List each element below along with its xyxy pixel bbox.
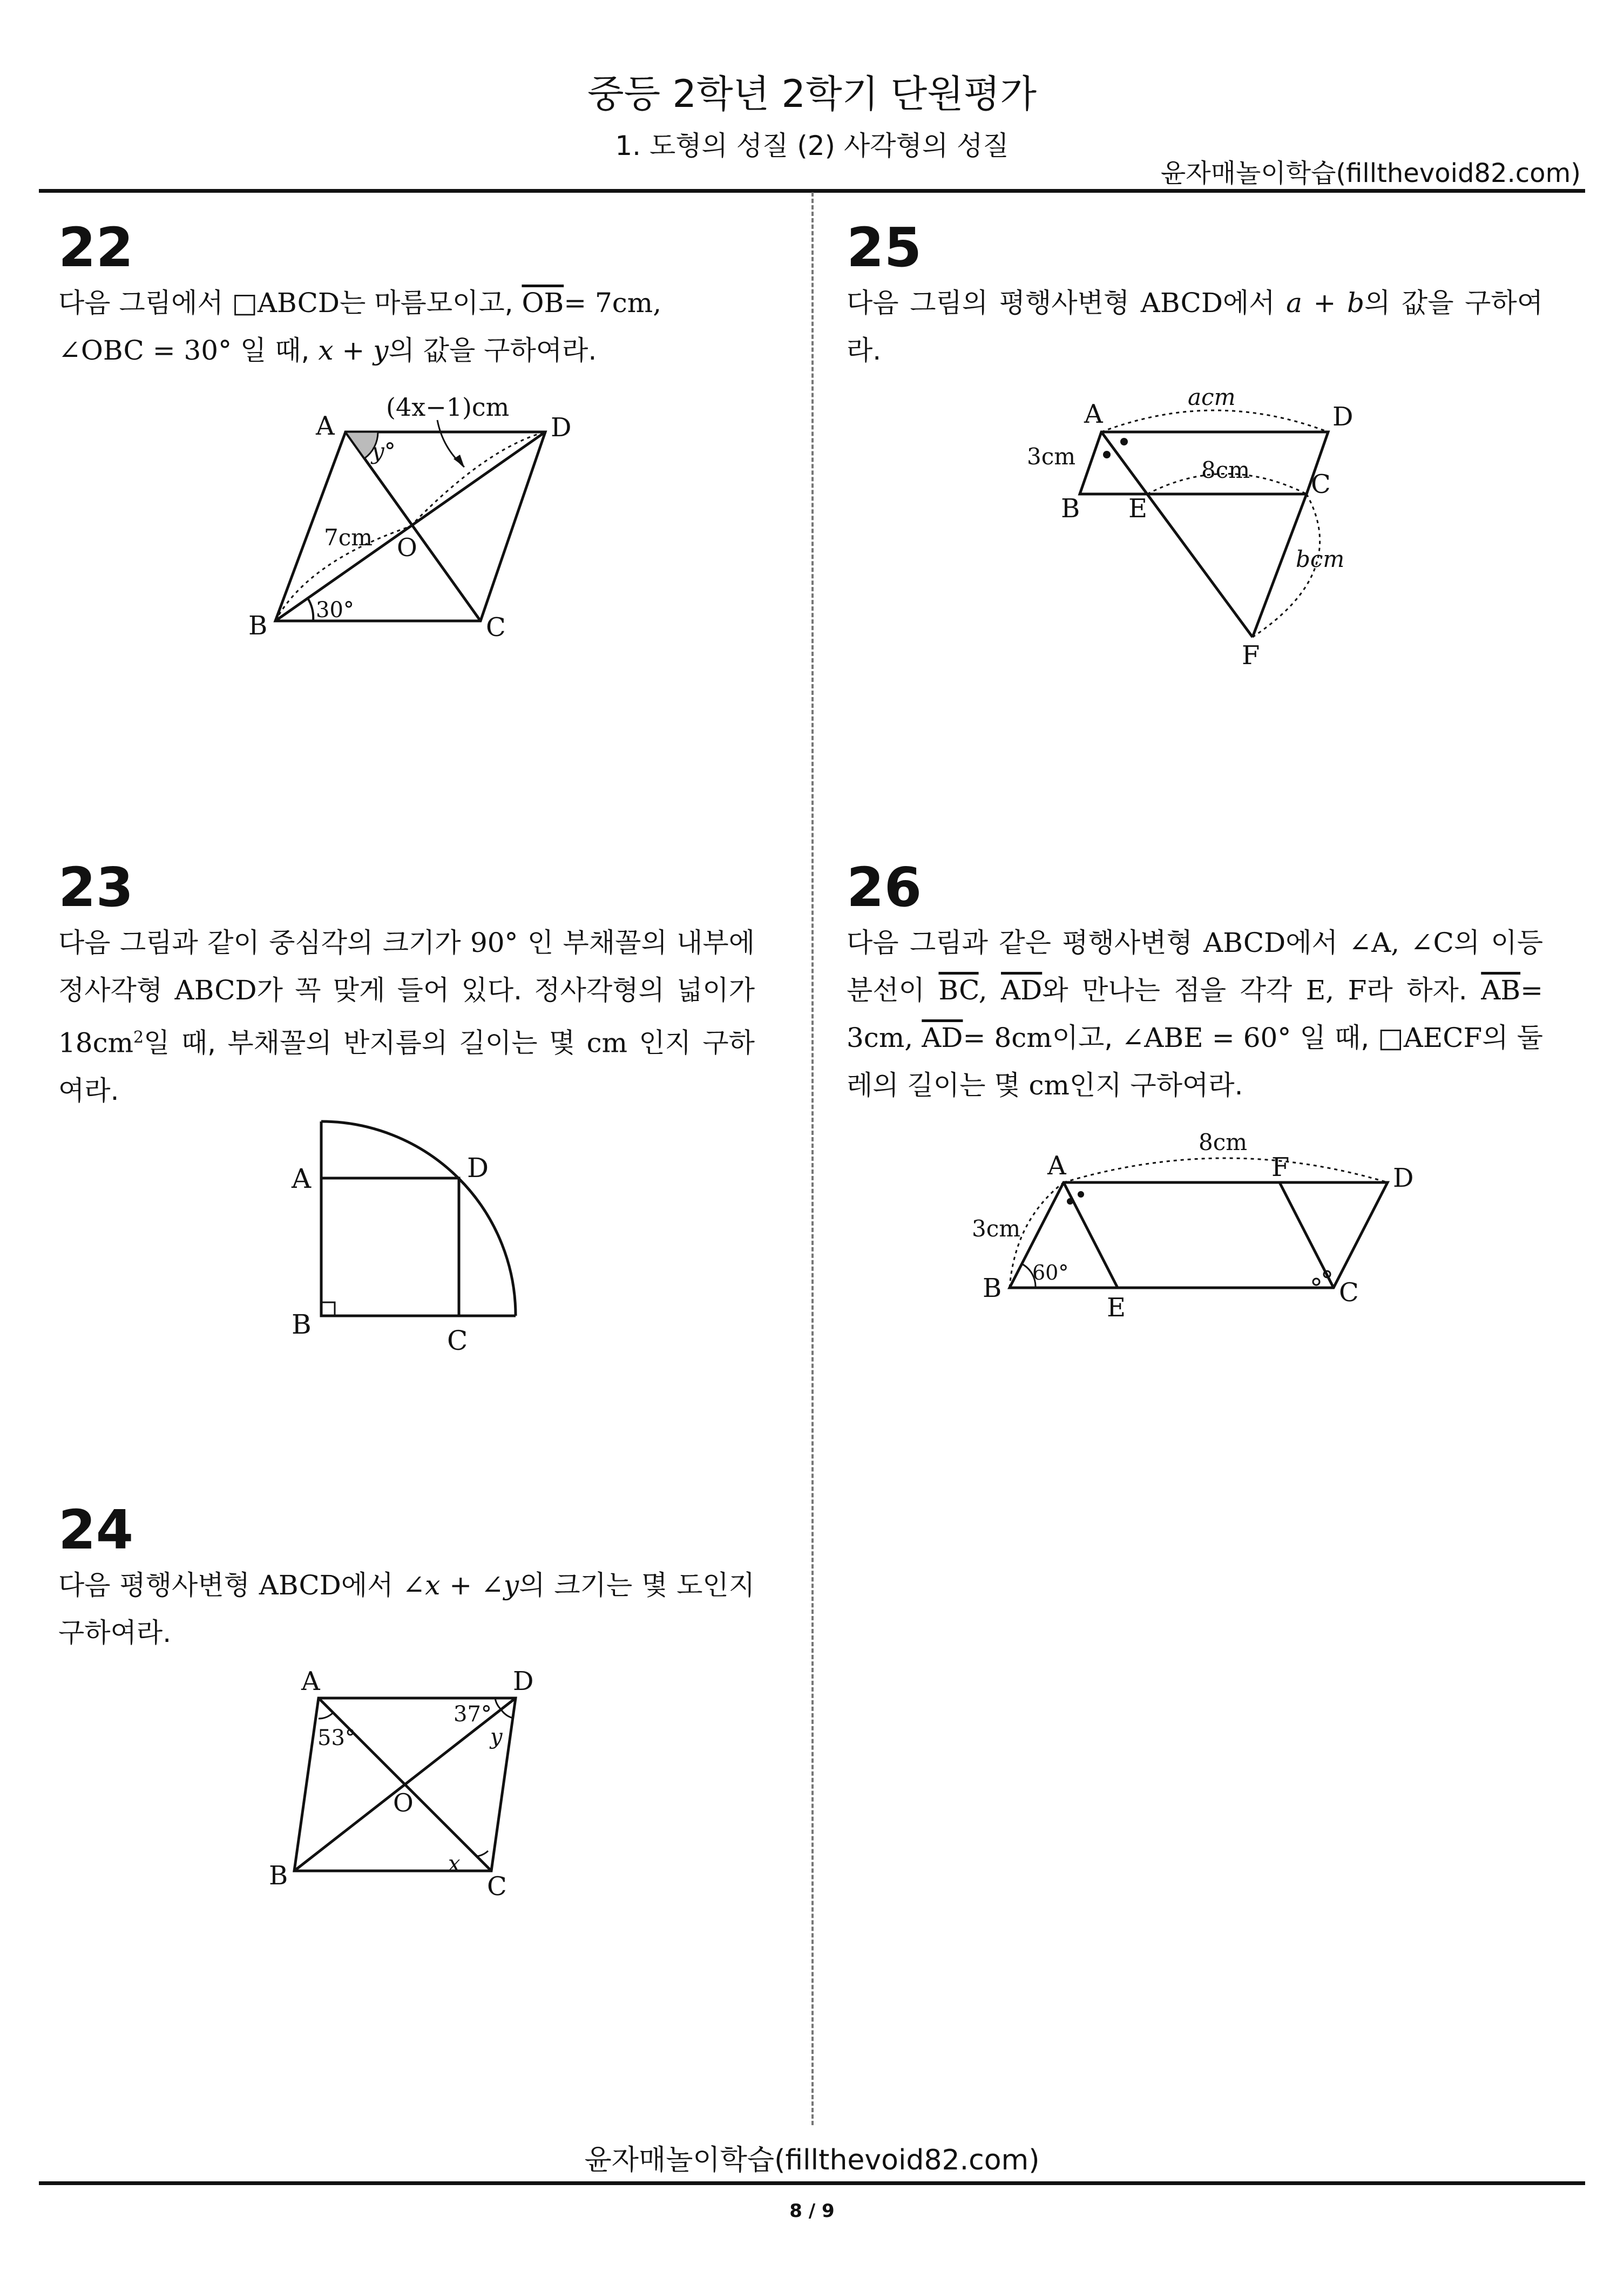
ad-dotted-arc [1064, 1158, 1388, 1182]
question-text: 다음 평행사변형 ABCD에서 ∠x + ∠y의 크기는 몇 도인지 구하여라. [58, 1570, 755, 1648]
label-e: E [1107, 1293, 1126, 1323]
label-y: y° [371, 438, 396, 464]
column-divider [811, 192, 814, 2125]
label-8cm: 8cm [1199, 1129, 1248, 1155]
question-23 [58, 856, 755, 1114]
label-c: C [487, 1871, 507, 1902]
label-o: O [397, 533, 417, 562]
label-3cm: 3cm [1027, 443, 1076, 470]
question-text: 다음 그림의 평행사변형 ABCD에서 a + b의 값을 구하여라. [847, 287, 1544, 366]
label-a: A [1047, 1151, 1066, 1181]
label-60: 60° [1032, 1261, 1069, 1284]
angle-x-mark [477, 1851, 488, 1856]
question-26 [847, 856, 1543, 1109]
label-30: 30° [316, 598, 354, 623]
question-number: 25 [847, 216, 922, 279]
angle-30-mark [308, 598, 313, 621]
parallelogram-figure-25 [1020, 378, 1398, 680]
header-brand: 윤자매놀이학습(fillthevoid82.com) [1160, 158, 1581, 188]
angle-mark-dot-2 [1120, 438, 1128, 445]
angle-mark-dot-1 [1103, 451, 1111, 458]
sector-square-figure [270, 1112, 561, 1366]
label-side: (4x−1)cm [386, 393, 510, 422]
angle-y-mark [501, 1709, 513, 1718]
label-37: 37° [454, 1702, 492, 1727]
label-a: A [301, 1666, 320, 1696]
label-d: D [551, 413, 572, 443]
label-8cm: 8cm [1201, 457, 1250, 483]
question-text: 다음 그림과 같은 평행사변형 ABCD에서 ∠A, ∠C의 이등분선이 $\overline{BC}$, $\overline{AD}$와 만나는 점을 각각 E, F라 하자. $\overline{AB}= 3cm$, $\overline{AD}= 8cm$이고, ∠ABE = 60° 일 때, □AECF의 둘레의 길이는 몇 cm인지 구하여라. [847, 927, 1543, 1101]
label-c: C [486, 612, 506, 643]
sector-arc [321, 1121, 516, 1316]
label-a: A [1084, 399, 1103, 429]
label-f: F [1271, 1152, 1290, 1182]
label-b: B [269, 1861, 288, 1891]
question-number: 23 [58, 856, 134, 919]
label-bcm: bcm [1296, 546, 1345, 572]
page-title: 중등 2학년 2학기 단원평가 [587, 72, 1037, 116]
label-b: B [983, 1273, 1002, 1303]
parallelogram-figure-24 [265, 1658, 556, 1906]
angle-53-mark [319, 1713, 333, 1719]
label-53: 53° [317, 1726, 356, 1750]
label-e: E [1128, 493, 1148, 524]
bisector-ae [1064, 1182, 1118, 1288]
label-c: C [447, 1325, 468, 1356]
label-a: A [316, 411, 335, 441]
ad-dotted-arc [1101, 410, 1328, 432]
label-c: C [1339, 1277, 1359, 1308]
angle-37-mark [495, 1698, 501, 1709]
label-d: D [467, 1152, 489, 1184]
question-text: 다음 그림에서 □ABCD는 마름모이고, $\overline{OB}= 7cm$, ∠OBC = 30° 일 때, x + y의 값을 구하여라. [58, 287, 662, 366]
label-d: D [513, 1666, 534, 1696]
label-b: B [1061, 493, 1080, 524]
label-d: D [1393, 1163, 1414, 1193]
right-angle-mark [321, 1302, 335, 1316]
label-3cm: 3cm [972, 1215, 1021, 1242]
label-o: O [393, 1788, 414, 1817]
rhombus-figure [232, 378, 626, 648]
label-c: C [1311, 469, 1331, 499]
question-number: 22 [58, 216, 134, 279]
footer-brand: 윤자매놀이학습(fillthevoid82.com) [584, 2144, 1040, 2176]
question-24 [58, 1498, 755, 1657]
parallelogram-figure-26 [966, 1123, 1436, 1328]
label-acm: acm [1188, 384, 1236, 410]
square-abcd [321, 1178, 459, 1316]
label-7cm: 7cm [324, 524, 373, 551]
label-b: B [248, 611, 268, 641]
page-number: 8 / 9 [789, 2200, 835, 2222]
question-number: 26 [847, 856, 922, 919]
angle-c-circle-1 [1313, 1279, 1320, 1285]
label-b: B [292, 1309, 312, 1340]
question-22 [58, 216, 755, 374]
label-y: y [490, 1725, 503, 1749]
label-x: x [448, 1851, 461, 1876]
page-subtitle: 1. 도형의 성질 (2) 사각형의 성질 [615, 130, 1009, 161]
angle-a-dot-1 [1067, 1198, 1073, 1205]
label-d: D [1332, 402, 1354, 432]
label-a: A [292, 1163, 312, 1194]
angle-a-dot-2 [1078, 1191, 1084, 1198]
footer-divider [39, 2181, 1585, 2185]
label-f: F [1242, 640, 1260, 671]
question-number: 24 [58, 1498, 134, 1561]
question-25 [847, 216, 1543, 374]
question-text: 다음 그림과 같이 중심각의 크기가 90° 인 부채꼴의 내부에 정사각형 ABCD가 꼭 맞게 들어 있다. 정사각형의 넓이가 $18cm^2$일 때, 부채꼴의 반지름의 길이는 몇 cm 인지 구하여라. [58, 927, 755, 1106]
